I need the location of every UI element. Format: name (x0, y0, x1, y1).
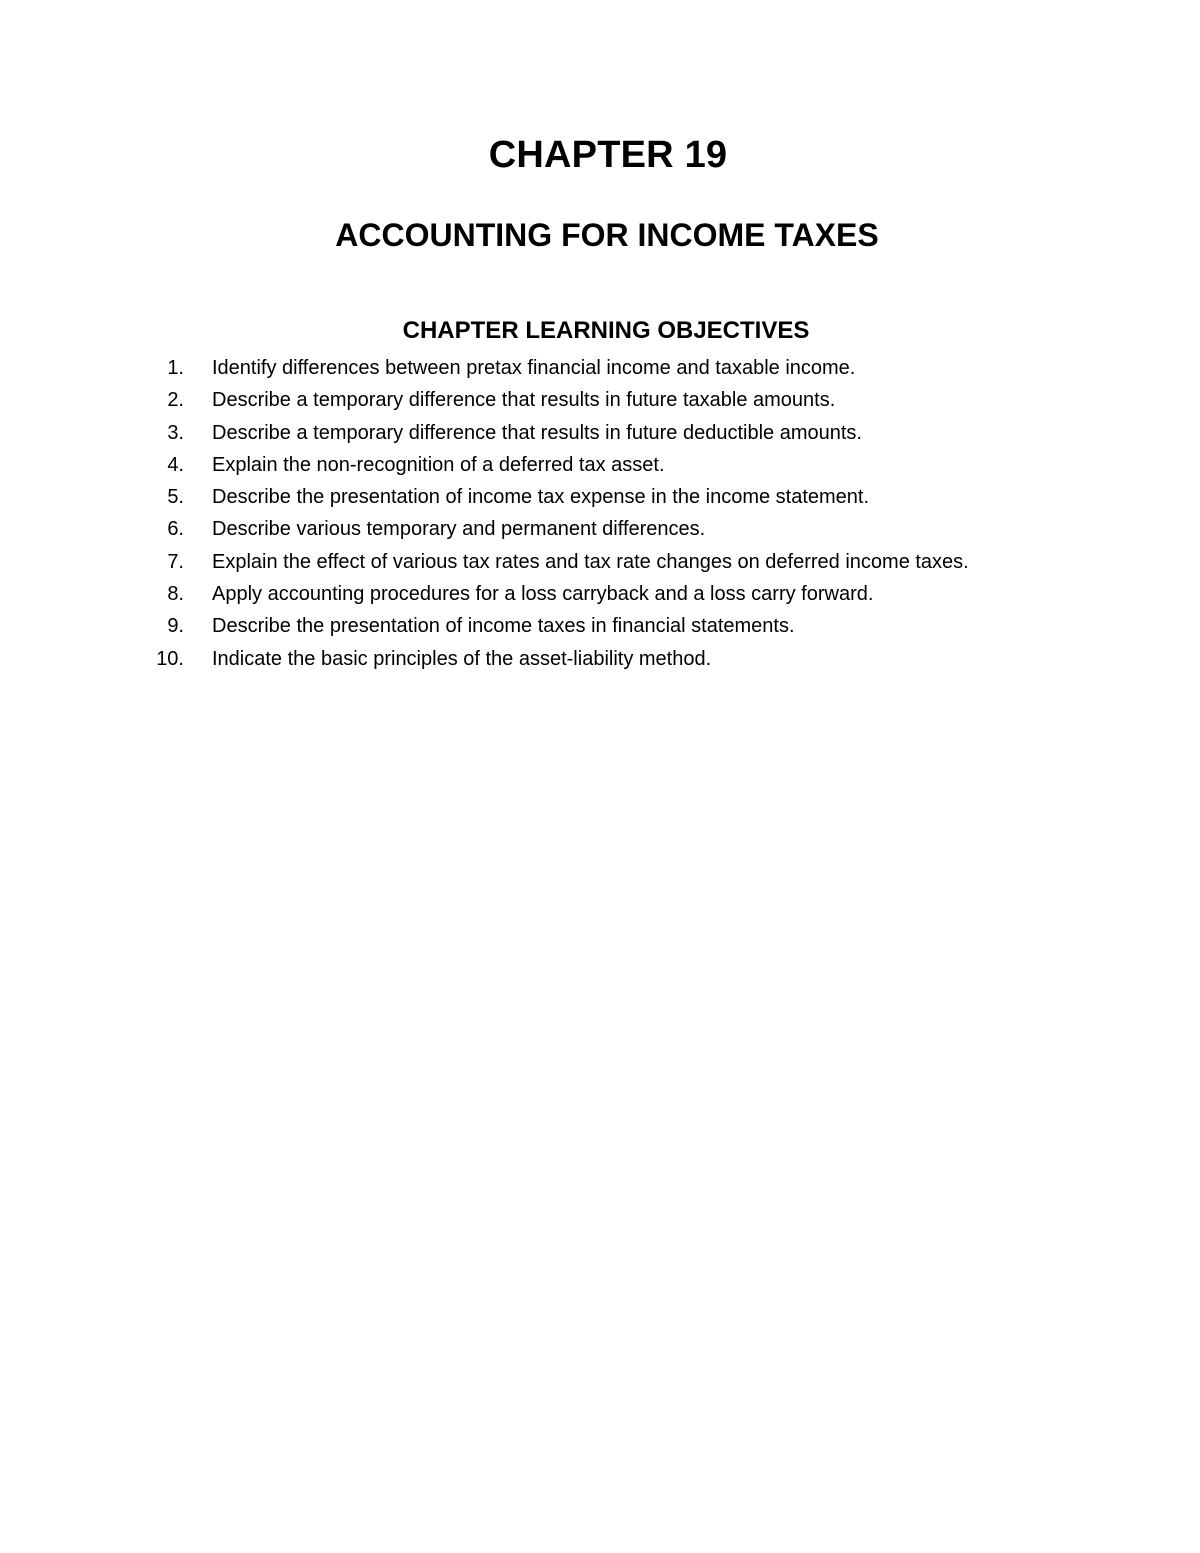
objective-number: 7. (167, 550, 184, 573)
objective-text: Describe a temporary difference that results in future deductible amounts. (212, 421, 862, 444)
objective-number: 4. (167, 453, 184, 476)
objective-item (0, 546, 1200, 578)
objective-number: 3. (167, 421, 184, 444)
objective-number: 1. (167, 357, 184, 379)
objective-text: Explain the non-recognition of a deferred tax asset. (212, 453, 665, 476)
objective-number: 5. (167, 486, 184, 509)
objective-text: Describe the presentation of income tax expense in the income statement. (212, 486, 870, 509)
chapter-number: CHAPTER 19 (488, 134, 728, 176)
objective-text: Describe the presentation of income taxes in financial statements. (212, 615, 795, 638)
objective-text: Explain the effect of various tax rates and tax rate changes on deferred income taxes. (212, 550, 969, 573)
objective-item (0, 481, 1200, 513)
objective-text: Indicate the basic principles of the asset-liability method. (212, 647, 712, 670)
objective-item (0, 384, 1200, 416)
objective-text: Apply accounting procedures for a loss carryback and a loss carry forward. (212, 583, 874, 606)
objectives-list (0, 352, 1200, 675)
objective-item (0, 449, 1200, 481)
objective-item (0, 578, 1200, 610)
chapter-title: ACCOUNTING FOR INCOME TAXES (335, 217, 879, 253)
objective-number: 10. (156, 647, 184, 670)
objective-text: Describe various temporary and permanent differences. (212, 518, 706, 541)
objective-item (0, 352, 1200, 384)
objective-item (0, 513, 1200, 545)
objective-number: 9. (167, 615, 184, 638)
objective-item (0, 417, 1200, 449)
objective-number: 8. (167, 583, 184, 606)
objectives-heading: CHAPTER LEARNING OBJECTIVES (402, 317, 810, 344)
objective-number: 6. (167, 518, 184, 541)
objective-number: 2. (167, 389, 184, 412)
objective-text: Describe a temporary difference that results in future taxable amounts. (212, 389, 836, 412)
objective-item (0, 643, 1200, 675)
objective-text: Identify differences between pretax financial income and taxable income. (212, 357, 856, 379)
objective-item (0, 610, 1200, 642)
